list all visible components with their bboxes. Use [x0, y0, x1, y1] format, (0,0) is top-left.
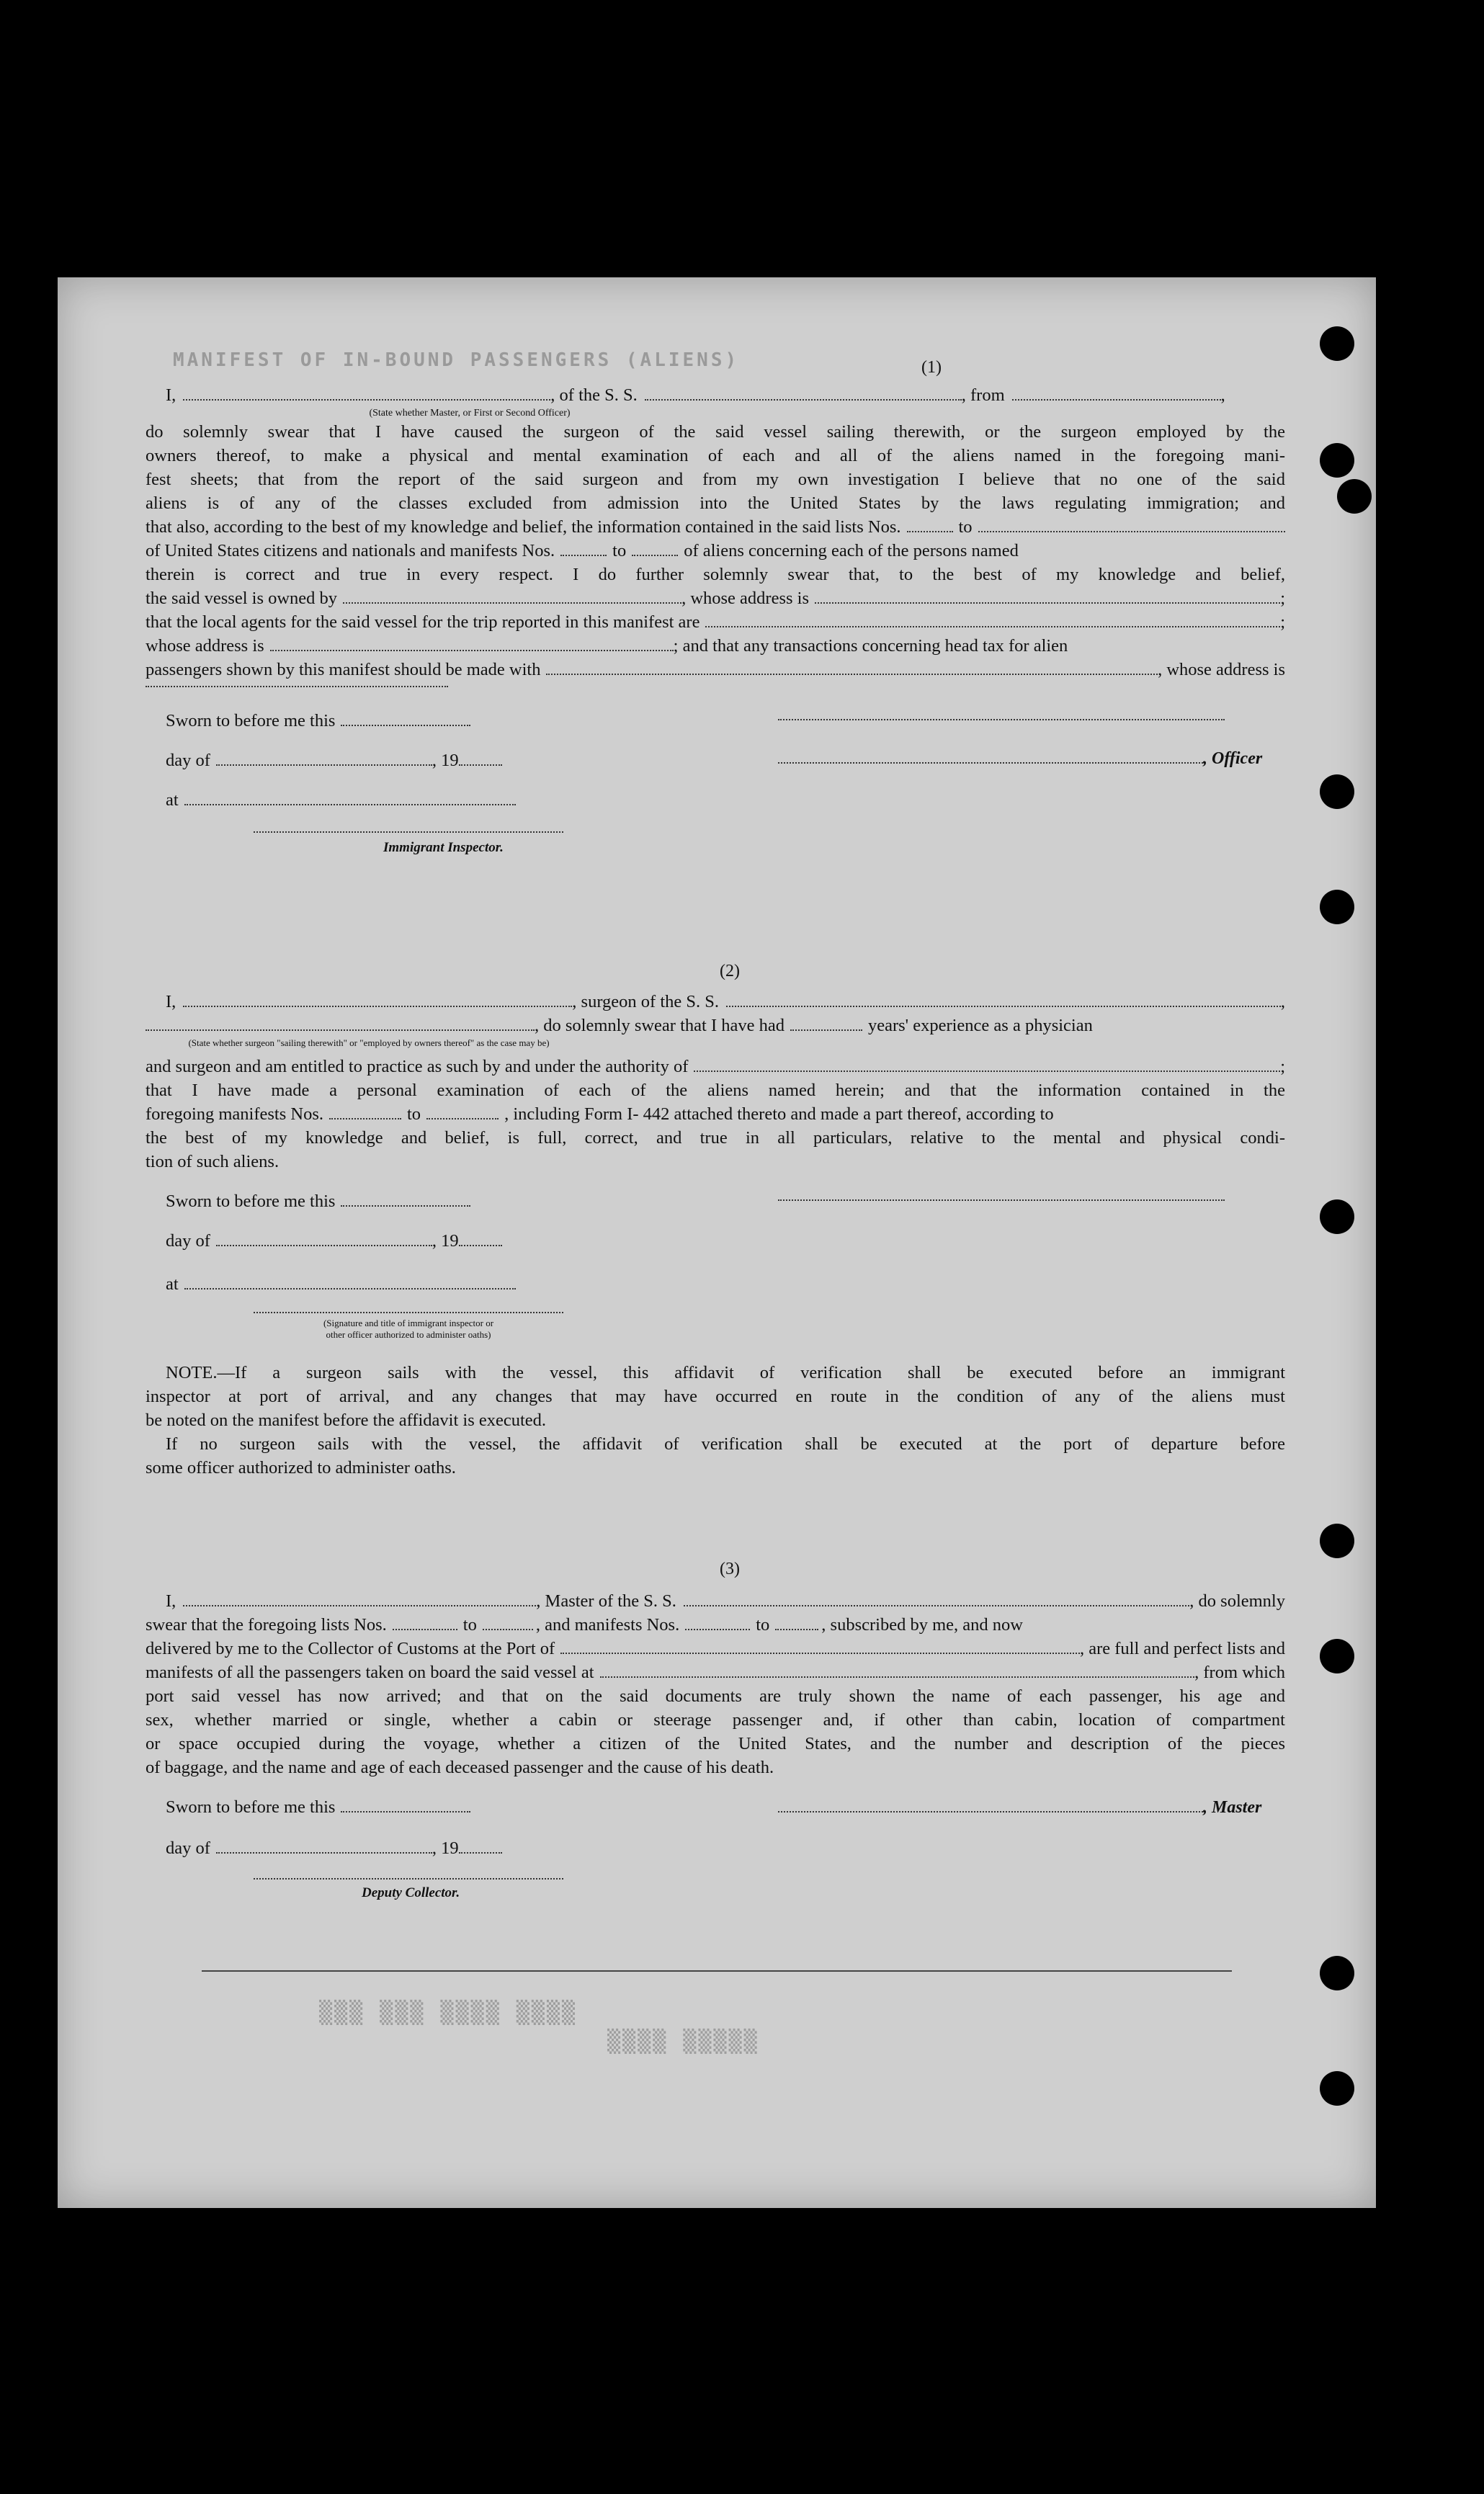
text: foregoing manifests Nos. [146, 1104, 323, 1124]
section-3-number: (3) [720, 1560, 740, 1578]
text: delivered by me to the Collector of Customs at the Port of [146, 1639, 555, 1658]
text: , subscribed by me, and now [821, 1615, 1023, 1635]
section-1-p5 [146, 515, 1285, 539]
section-2-line-3: and surgeon and am entitled to practice as such by and under the authority of ; [146, 1055, 1285, 1078]
text: that also, according to the best of my knowledge and belief, the information contained in the said lists Nos. [146, 517, 901, 537]
rank-caption: (State whether Master, or First or Second Officer) [369, 408, 571, 419]
text: years' experience as a physician [867, 1016, 1093, 1035]
section-1-jurat [146, 709, 1285, 889]
section-3-line-7: or space occupied during the voyage, whether a citizen of the United States, and the number and description of the pieces [146, 1734, 1285, 1753]
from-blank[interactable] [1012, 386, 1221, 401]
section-1-p4: aliens is of any of the classes excluded from admission into the United States by the laws regulating immigration; and [146, 493, 1285, 513]
text: to [462, 1615, 477, 1635]
manifest-nos-to[interactable] [632, 542, 678, 556]
vessel-blank[interactable] [645, 386, 962, 401]
section-1-p3: fest sheets; that from the report of the said surgeon and from my own investigation I believe that no one of the said [146, 470, 1285, 489]
text: Sworn to before me this [166, 1192, 336, 1211]
text: to [756, 1615, 770, 1635]
section-3-line-5: port said vessel has now arrived; and that on the said documents are truly shown the name of each passenger, his age and [146, 1686, 1285, 1706]
section-2-line-7: tion of such aliens. [146, 1152, 280, 1171]
section-2 [146, 962, 1285, 1480]
bleed-through-text: ▒▒▒▒▒ ▒▒▒▒ [605, 2028, 757, 2053]
surgeon-signature-line[interactable] [778, 1199, 1225, 1201]
section-2-line-6: the best of my knowledge and belief, is full, correct, and true in all particulars, relative to the mental and physical condi- [146, 1128, 1285, 1148]
month-blank[interactable] [216, 1232, 432, 1246]
text: of United States citizens and nationals and manifests Nos. [146, 541, 555, 560]
text: ; and that any transactions concerning head tax for alien [673, 636, 1068, 656]
sworn-date-blank[interactable] [341, 1192, 470, 1207]
text: , are full and perfect lists and [1079, 1639, 1285, 1658]
section-1-p8: the said vessel is owned by , whose address is ; [146, 586, 1285, 610]
lists-from-blank[interactable] [393, 1616, 457, 1630]
sig-caption-2: other officer authorized to administer oaths) [326, 1329, 491, 1340]
text-from: , from [961, 385, 1005, 405]
sig-caption-1: (Signature and title of immigrant inspector or [323, 1318, 494, 1328]
manifest-from-blank[interactable] [329, 1105, 401, 1119]
text: , do solemnly [1189, 1591, 1285, 1611]
address-continuation-line[interactable] [146, 686, 448, 687]
text: , 19 [432, 751, 459, 770]
section-2-line-4: that I have made a personal examination of each of the aliens named herein; and that the information contained in the [146, 1081, 1285, 1100]
note-line-5: some officer authorized to administer oaths. [146, 1458, 456, 1478]
section-1-p9: that the local agents for the said vessel for the trip reported in this manifest are ; [146, 610, 1285, 634]
note-line-4: If no surgeon sails with the vessel, the affidavit of verification shall be executed at the port of departure before [166, 1434, 1285, 1454]
sworn-date-blank[interactable] [341, 712, 470, 726]
year-blank[interactable] [459, 1839, 502, 1854]
text: day of [166, 1231, 210, 1251]
officer-name-blank[interactable] [778, 749, 1203, 764]
section-3-jurat [146, 1795, 1285, 1925]
year-blank[interactable] [459, 1232, 502, 1246]
section-2-line-2 [146, 1014, 1285, 1037]
section-3-line-4 [146, 1661, 1285, 1684]
master-signature-blank[interactable] [778, 1798, 1203, 1813]
text: , Master of the S. S. [536, 1591, 676, 1611]
text: Sworn to before me this [166, 711, 336, 730]
section-1 [146, 358, 1285, 889]
bottom-rule [202, 1970, 1232, 1972]
text: to [612, 541, 627, 560]
text: to [958, 517, 973, 537]
section-1-p2: owners thereof, to make a physical and mental examination of each and all of the aliens named in the foregoing mani- [146, 446, 1285, 465]
section-2-line-1: I, , surgeon of the S. S. , [146, 990, 1285, 1014]
head-tax-blank[interactable] [546, 661, 1158, 675]
section-1-p10 [146, 634, 1285, 658]
officer-caption: , Officer [1203, 749, 1263, 768]
master-name-blank[interactable] [183, 1592, 536, 1606]
punch-hole [1320, 2071, 1354, 2106]
name-blank[interactable] [183, 386, 550, 401]
month-blank[interactable] [216, 1839, 432, 1854]
manifests-to-blank[interactable] [775, 1616, 818, 1630]
note-line-2: inspector at port of arrival, and any changes that may have occurred en route in the condition of any of the aliens must [146, 1387, 1285, 1406]
manifests-from-blank[interactable] [685, 1616, 750, 1630]
section-3 [146, 1560, 1285, 1925]
text: that the local agents for the said vessel for the trip reported in this manifest are [146, 612, 700, 632]
manifest-nos-from[interactable] [560, 542, 607, 556]
agents-blank[interactable] [705, 613, 1280, 627]
bleed-through-title: MANIFEST OF IN-BOUND PASSENGERS (ALIENS) [173, 349, 740, 371]
text: day of [166, 751, 210, 770]
officer-signature-line[interactable] [778, 719, 1225, 720]
text-i: I, [166, 385, 176, 405]
text: manifests of all the passengers taken on board the said vessel at [146, 1663, 594, 1682]
text: the said vessel is owned by [146, 589, 338, 608]
text-of-ss: , of the S. S. [550, 385, 638, 405]
punch-hole [1320, 443, 1354, 478]
section-1-p7: therein is correct and true in every respect. I do further solemnly swear that, to the best of my knowledge and belief, [146, 565, 1285, 584]
surgeon-caption: (State whether surgeon "sailing therewith" or "employed by owners thereof" as the case may be) [188, 1037, 550, 1048]
text: to [407, 1104, 421, 1124]
sworn-date-blank[interactable] [341, 1798, 470, 1813]
section-1-number: (1) [921, 358, 942, 377]
place-blank[interactable] [184, 1275, 516, 1290]
punch-hole [1320, 1524, 1354, 1558]
text: of aliens concerning each of the persons named [684, 541, 1019, 560]
owner-blank[interactable] [343, 589, 681, 604]
section-3-line-6: sex, whether married or single, whether a cabin or steerage passenger and, if other than cabin, location of compartment [146, 1710, 1285, 1730]
list-nos-to[interactable] [978, 518, 1285, 532]
port-blank[interactable] [560, 1640, 1080, 1654]
inspector-signature-line[interactable] [254, 1312, 563, 1313]
punch-hole [1320, 774, 1354, 809]
punch-hole [1320, 1639, 1354, 1673]
month-blank[interactable] [216, 751, 432, 766]
text-i: I, [166, 992, 176, 1011]
punch-hole [1337, 479, 1372, 514]
text: at [166, 1274, 179, 1294]
master-caption: , Master [1203, 1798, 1262, 1817]
section-1-line-1: I, , of the S. S. , from , [146, 383, 1285, 407]
text: , 19 [432, 1231, 459, 1251]
master-vessel-blank[interactable] [684, 1592, 1189, 1606]
text: swear that the foregoing lists Nos. [146, 1615, 387, 1635]
lists-to-blank[interactable] [483, 1616, 533, 1630]
years-blank[interactable] [790, 1016, 862, 1031]
bleed-through-text: ▒▒▒▒ ▒▒▒▒ ▒▒▒ ▒▒▒ [317, 1999, 576, 2024]
text: , from which [1194, 1663, 1285, 1682]
section-2-jurat [146, 1189, 1285, 1369]
section-1-p6 [146, 539, 1285, 563]
text: , do solemnly swear that I have had [535, 1016, 785, 1035]
note-line-1: NOTE.—If a surgeon sails with the vessel, this affidavit of verification shall be executed before an immigrant [166, 1363, 1285, 1382]
punch-hole [1320, 890, 1354, 924]
manifest-to-blank[interactable] [426, 1105, 499, 1119]
collector-signature-line[interactable] [254, 1878, 563, 1880]
section-3-line-3 [146, 1637, 1285, 1661]
departure-port-blank[interactable] [600, 1663, 1195, 1678]
text: at [166, 790, 179, 810]
surgeon-name-blank[interactable] [183, 993, 572, 1007]
text: Sworn to before me this [166, 1797, 336, 1817]
section-1-p1: do solemnly swear that I have caused the surgeon of the said vessel sailing therewith, or the surgeon employed by the [146, 422, 1285, 442]
manifest-page [58, 277, 1376, 2208]
deputy-caption: Deputy Collector. [362, 1885, 460, 1900]
punch-hole [1320, 326, 1354, 361]
section-3-line-8: of baggage, and the name and age of each deceased passenger and the cause of his death. [146, 1758, 774, 1777]
punch-hole [1320, 1199, 1354, 1234]
section-3-line-1 [146, 1589, 1285, 1613]
list-nos-from[interactable] [907, 518, 953, 532]
year-blank[interactable] [459, 751, 502, 766]
text: passengers shown by this manifest should be made with [146, 660, 541, 679]
place-blank[interactable] [184, 791, 516, 805]
section-1-p11 [146, 658, 1285, 681]
text: , including Form I- 442 attached thereto and made a part thereof, according to [504, 1104, 1054, 1124]
surgeon-vessel-blank[interactable] [726, 993, 1281, 1007]
punch-hole [1320, 1956, 1354, 1990]
text: , 19 [432, 1838, 459, 1858]
section-2-number: (2) [720, 962, 740, 980]
text: whose address is [146, 636, 264, 656]
text-i: I, [166, 1591, 176, 1611]
binder-holes [1289, 277, 1376, 2208]
inspector-caption: Immigrant Inspector. [383, 840, 504, 855]
section-2-line-5 [146, 1102, 1285, 1126]
note-line-3: be noted on the manifest before the affidavit is executed. [146, 1411, 547, 1430]
text: , and manifests Nos. [535, 1615, 680, 1635]
text: day of [166, 1838, 210, 1858]
text: , whose address is [681, 589, 809, 608]
text: , surgeon of the S. S. [572, 992, 720, 1011]
text: and surgeon and am entitled to practice as such by and under the authority of [146, 1057, 689, 1076]
owner-address-blank[interactable] [815, 589, 1280, 604]
inspector-signature-line[interactable] [254, 831, 563, 833]
surgeon-status-blank[interactable] [146, 1016, 535, 1031]
section-3-line-2 [146, 1613, 1285, 1637]
text: , whose address is [1158, 660, 1285, 679]
authority-blank[interactable] [694, 1058, 1280, 1072]
agents-address-blank[interactable] [270, 637, 674, 651]
